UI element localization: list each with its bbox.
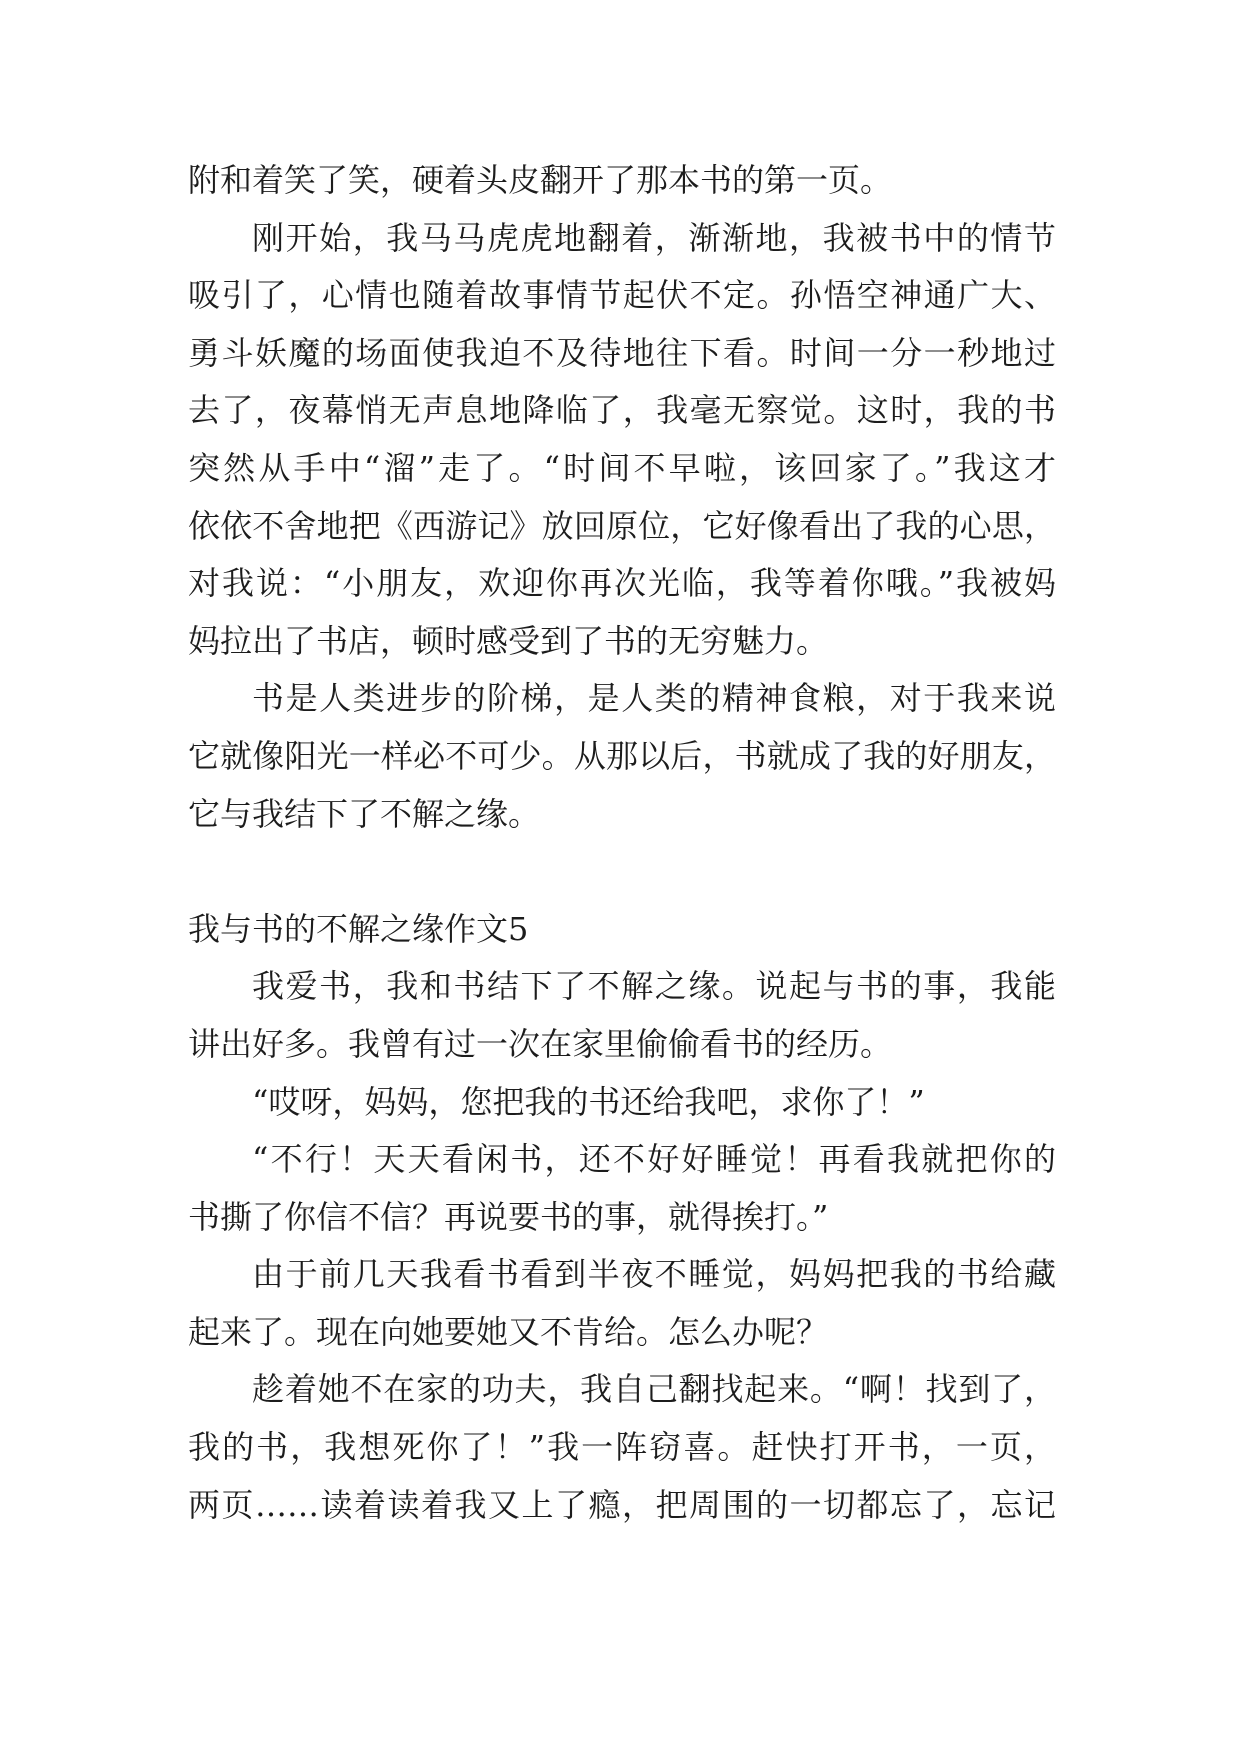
text-line: 趁着她不在家的功夫，我自己翻找起来。“啊！找到了， — [252, 1370, 1056, 1409]
text-line: 妈拉出了书店，顿时感受到了书的无穷魅力。 — [188, 621, 829, 660]
paragraph — [188, 152, 1056, 210]
text-line: 依依不舍地把《西游记》放回原位，它好像看出了我的心思， — [188, 506, 1056, 545]
text-line: 起来了。现在向她要她又不肯给。怎么办呢？ — [188, 1312, 829, 1351]
text-line: “哎呀，妈妈，您把我的书还给我吧，求你了！” — [252, 1082, 925, 1121]
paragraph — [188, 1246, 1056, 1361]
essay-heading: 我与书的不解之缘作文5 — [188, 909, 529, 948]
text-line: 我的书，我想死你了！”我一阵窃喜。赶快打开书，一页， — [188, 1428, 1056, 1467]
text-line: 由于前几天我看书看到半夜不睡觉，妈妈把我的书给藏 — [252, 1255, 1056, 1294]
text-line: 去了，夜幕悄无声息地降临了，我毫无察觉。这时，我的书 — [188, 391, 1056, 430]
text-line: 它与我结下了不解之缘。 — [188, 794, 541, 833]
paragraph — [188, 1074, 1056, 1132]
text-line: 两页……读着读着我又上了瘾，把周围的一切都忘了，忘记 — [188, 1485, 1056, 1524]
paragraph — [188, 1131, 1056, 1246]
text-line: 对我说：“小朋友，欢迎你再次光临，我等着你哦。”我被妈 — [188, 564, 1056, 603]
paragraph — [188, 1361, 1056, 1534]
paragraph — [188, 670, 1056, 843]
text-line: 附和着笑了笑，硬着头皮翻开了那本书的第一页。 — [188, 161, 893, 199]
text-line: 勇斗妖魔的场面使我迫不及待地往下看。时间一分一秒地过 — [188, 333, 1056, 372]
text-line: 吸引了，心情也随着故事情节起伏不定。孙悟空神通广大、 — [188, 276, 1056, 315]
text-line: 突然从手中“溜”走了。“时间不早啦，该回家了。”我这才 — [188, 448, 1056, 487]
text-line: 书是人类进步的阶梯，是人类的精神食粮，对于我来说 — [252, 679, 1056, 718]
paragraph — [188, 958, 1056, 1073]
document-body — [188, 152, 1056, 1534]
text-line: 讲出好多。我曾有过一次在家里偷偷看书的经历。 — [188, 1024, 893, 1063]
text-line: 书撕了你信不信？再说要书的事，就得挨打。” — [188, 1197, 829, 1236]
paragraph — [188, 210, 1056, 671]
text-line: 我爱书，我和书结下了不解之缘。说起与书的事，我能 — [252, 967, 1056, 1006]
text-line: 它就像阳光一样必不可少。从那以后，书就成了我的好朋友， — [188, 736, 1056, 775]
text-line: “不行！天天看闲书，还不好好睡觉！再看我就把你的 — [252, 1140, 1056, 1179]
text-line: 刚开始，我马马虎虎地翻着，渐渐地，我被书中的情节 — [252, 218, 1056, 257]
